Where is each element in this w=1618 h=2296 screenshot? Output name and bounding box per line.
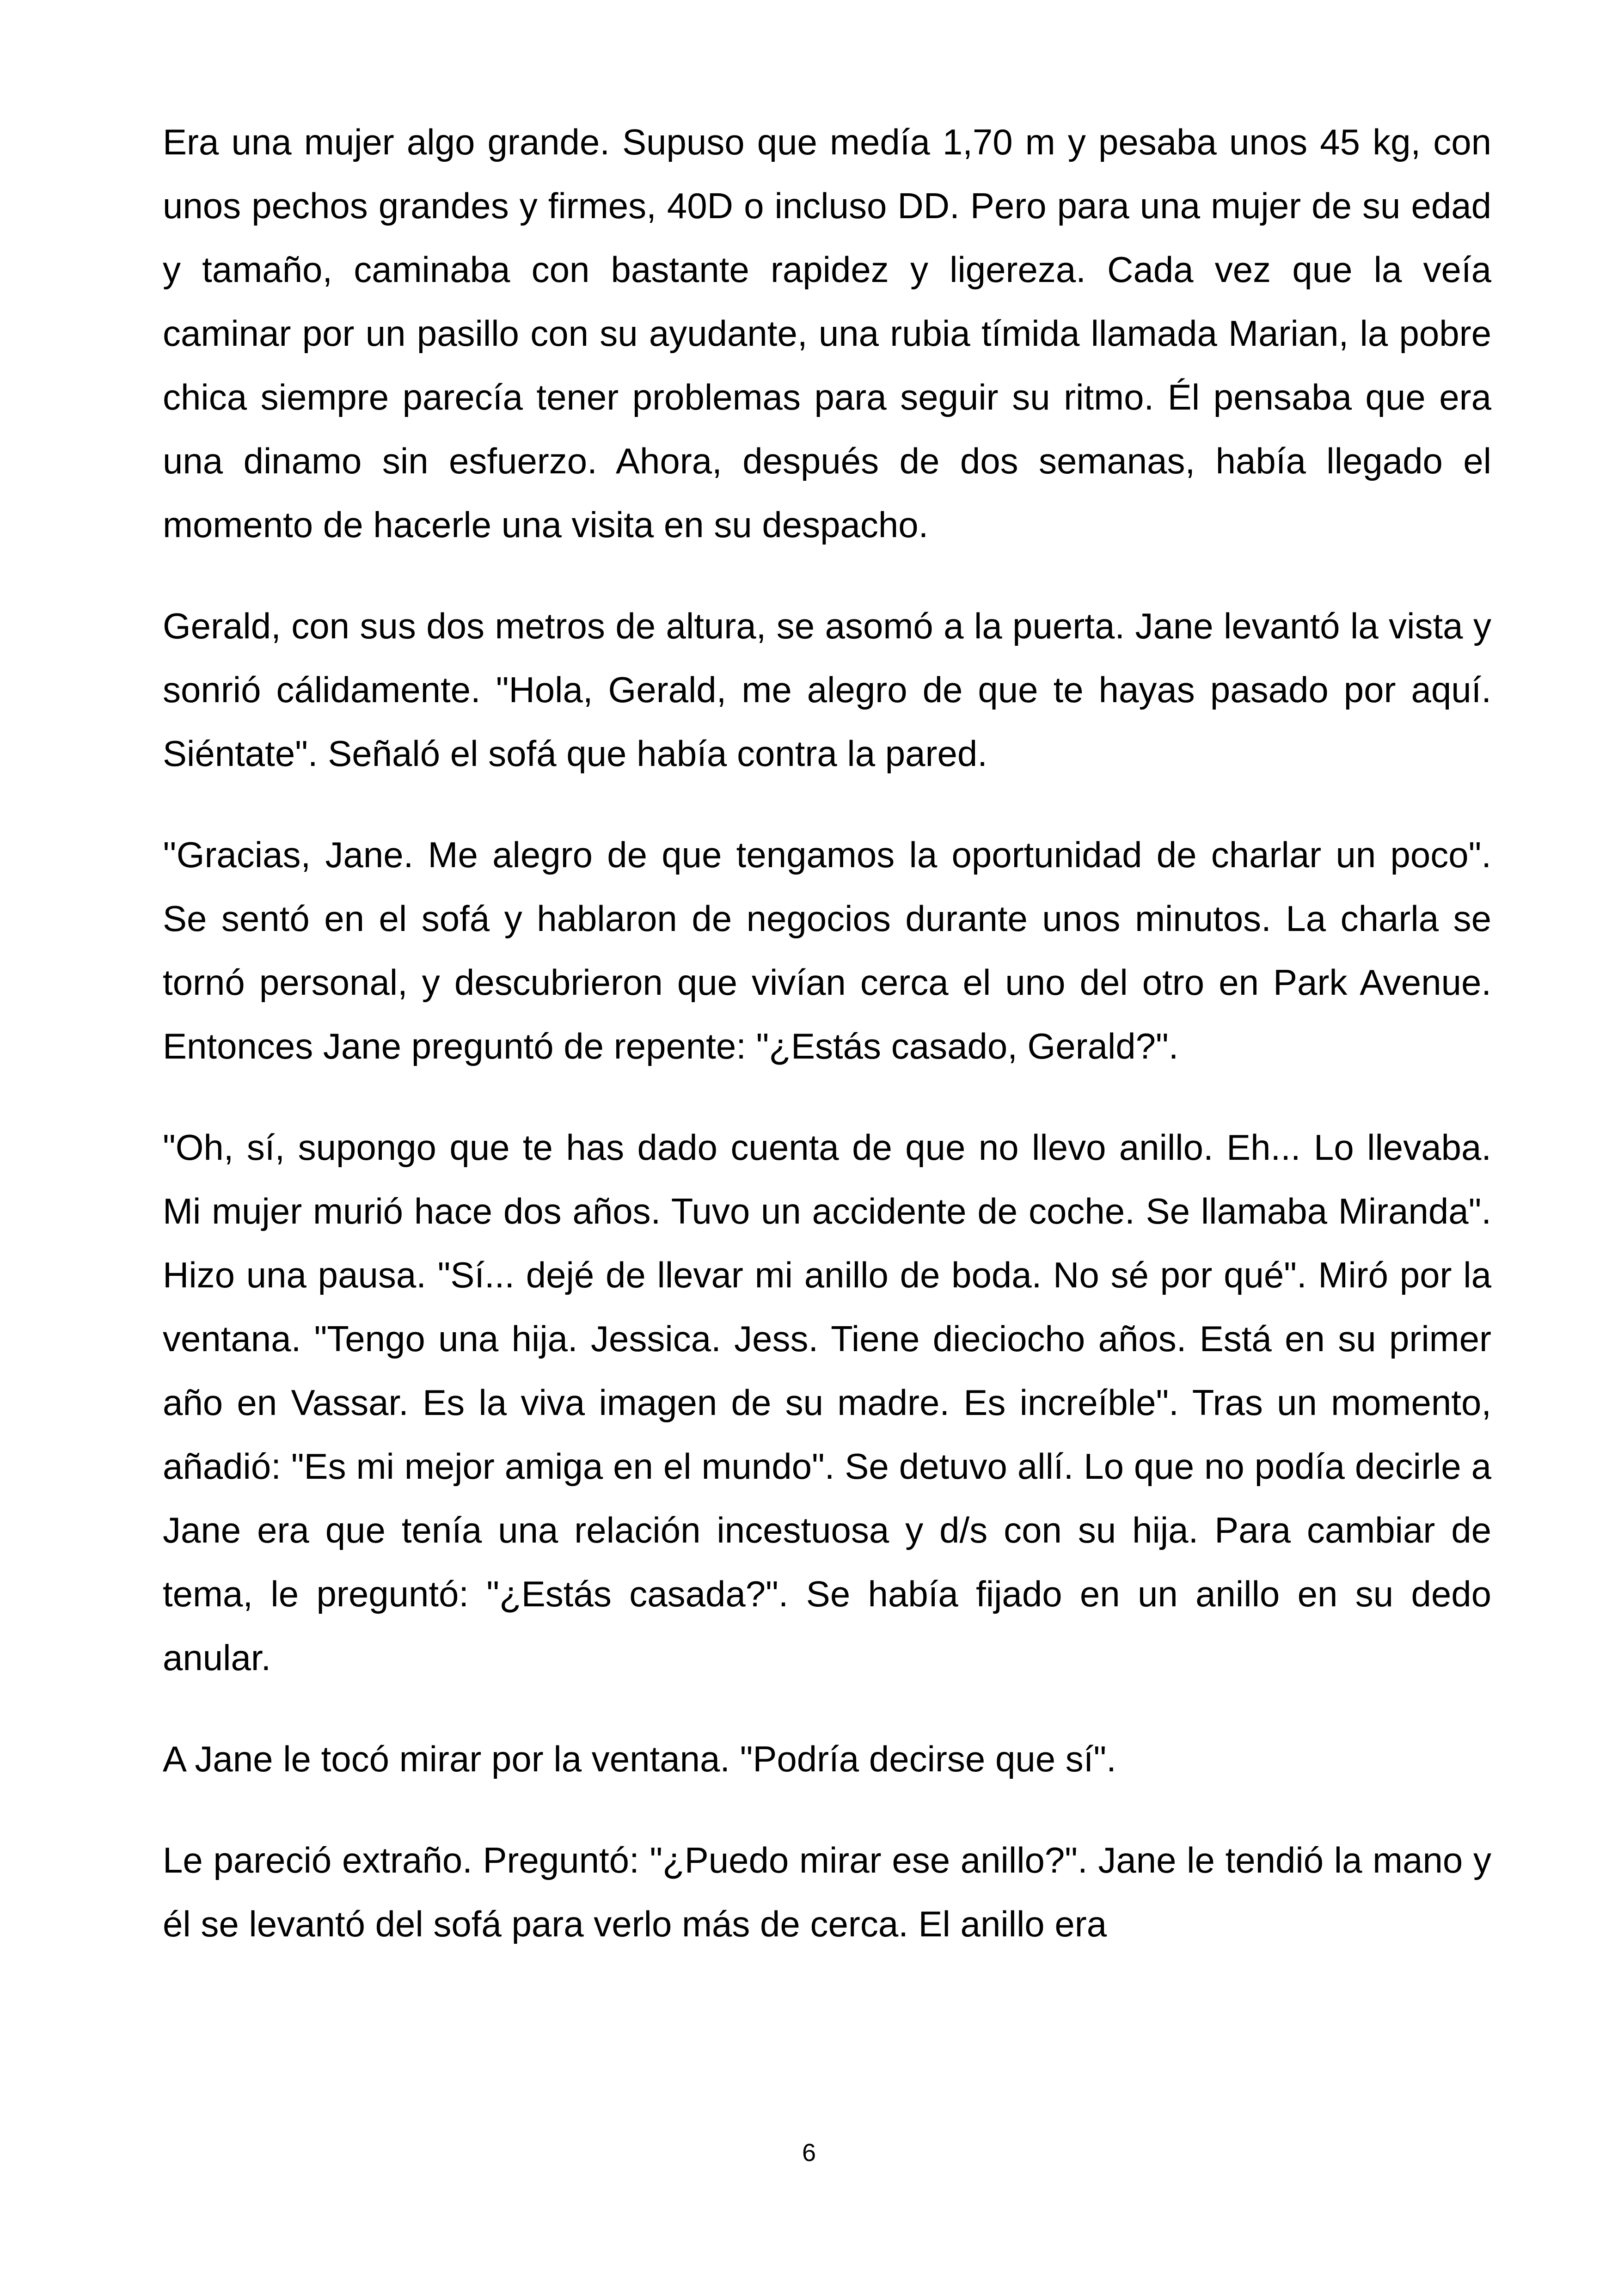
paragraph-6: Le pareció extraño. Preguntó: "¿Puedo mirar ese anillo?". Jane le tendió la mano y él se levantó del sofá para verlo más de cerca. El anillo era	[163, 1840, 1491, 1944]
paragraph-5: A Jane le tocó mirar por la ventana. "Podría decirse que sí".	[163, 1739, 1116, 1779]
paragraph-3: ''Gracias, Jane. Me alegro de que tengamos la oportunidad de charlar un poco". Se sentó en el sofá y hablaron de negocios durante unos minutos. La charla se tornó personal, y descubrieron que vivían cerca el uno del otro en Park Avenue. Entonces Jane preguntó de repente: "¿Estás casado, Gerald?".	[163, 834, 1491, 1066]
page-number: 6	[802, 2139, 816, 2167]
paragraph-2: Gerald, con sus dos metros de altura, se asomó a la puerta. Jane levantó la vista y sonrió cálidamente. "Hola, Gerald, me alegro de que te hayas pasado por aquí. Siéntate". Señaló el sofá que había contra la pared.	[163, 606, 1491, 774]
body-text	[163, 110, 1491, 1993]
paragraph-4: "Oh, sí, supongo que te has dado cuenta de que no llevo anillo. Eh... Lo llevaba. Mi mujer murió hace dos años. Tuvo un accidente de coche. Se llamaba Miranda". Hizo una pausa. "Sí... dejé de llevar mi anillo de boda. No sé por qué". Miró por la ventana. "Tengo una hija. Jessica. Jess. Tiene dieciocho años. Está en su primer año en Vassar. Es la viva imagen de su madre. Es increíble". Tras un momento, añadió: "Es mi mejor amiga en el mundo". Se detuvo allí. Lo que no podía decirle a Jane era que tenía una relación incestuosa y d/s con su hija. Para cambiar de tema, le preguntó: "¿Estás casada?". Se había fijado en un anillo en su dedo anular.	[163, 1127, 1491, 1678]
paragraph-1: Era una mujer algo grande. Supuso que medía 1,70 m y pesaba unos 45 kg, con unos pechos grandes y firmes, 40D o incluso DD. Pero para una mujer de su edad y tamaño, caminaba con bastante rapidez y ligereza. Cada vez que la veía caminar por un pasillo con su ayudante, una rubia tímida llamada Marian, la pobre chica siempre parecía tener problemas para seguir su ritmo. Él pensaba que era una dinamo sin esfuerzo. Ahora, después de dos semanas, había llegado el momento de hacerle una visita en su despacho.	[163, 122, 1491, 545]
